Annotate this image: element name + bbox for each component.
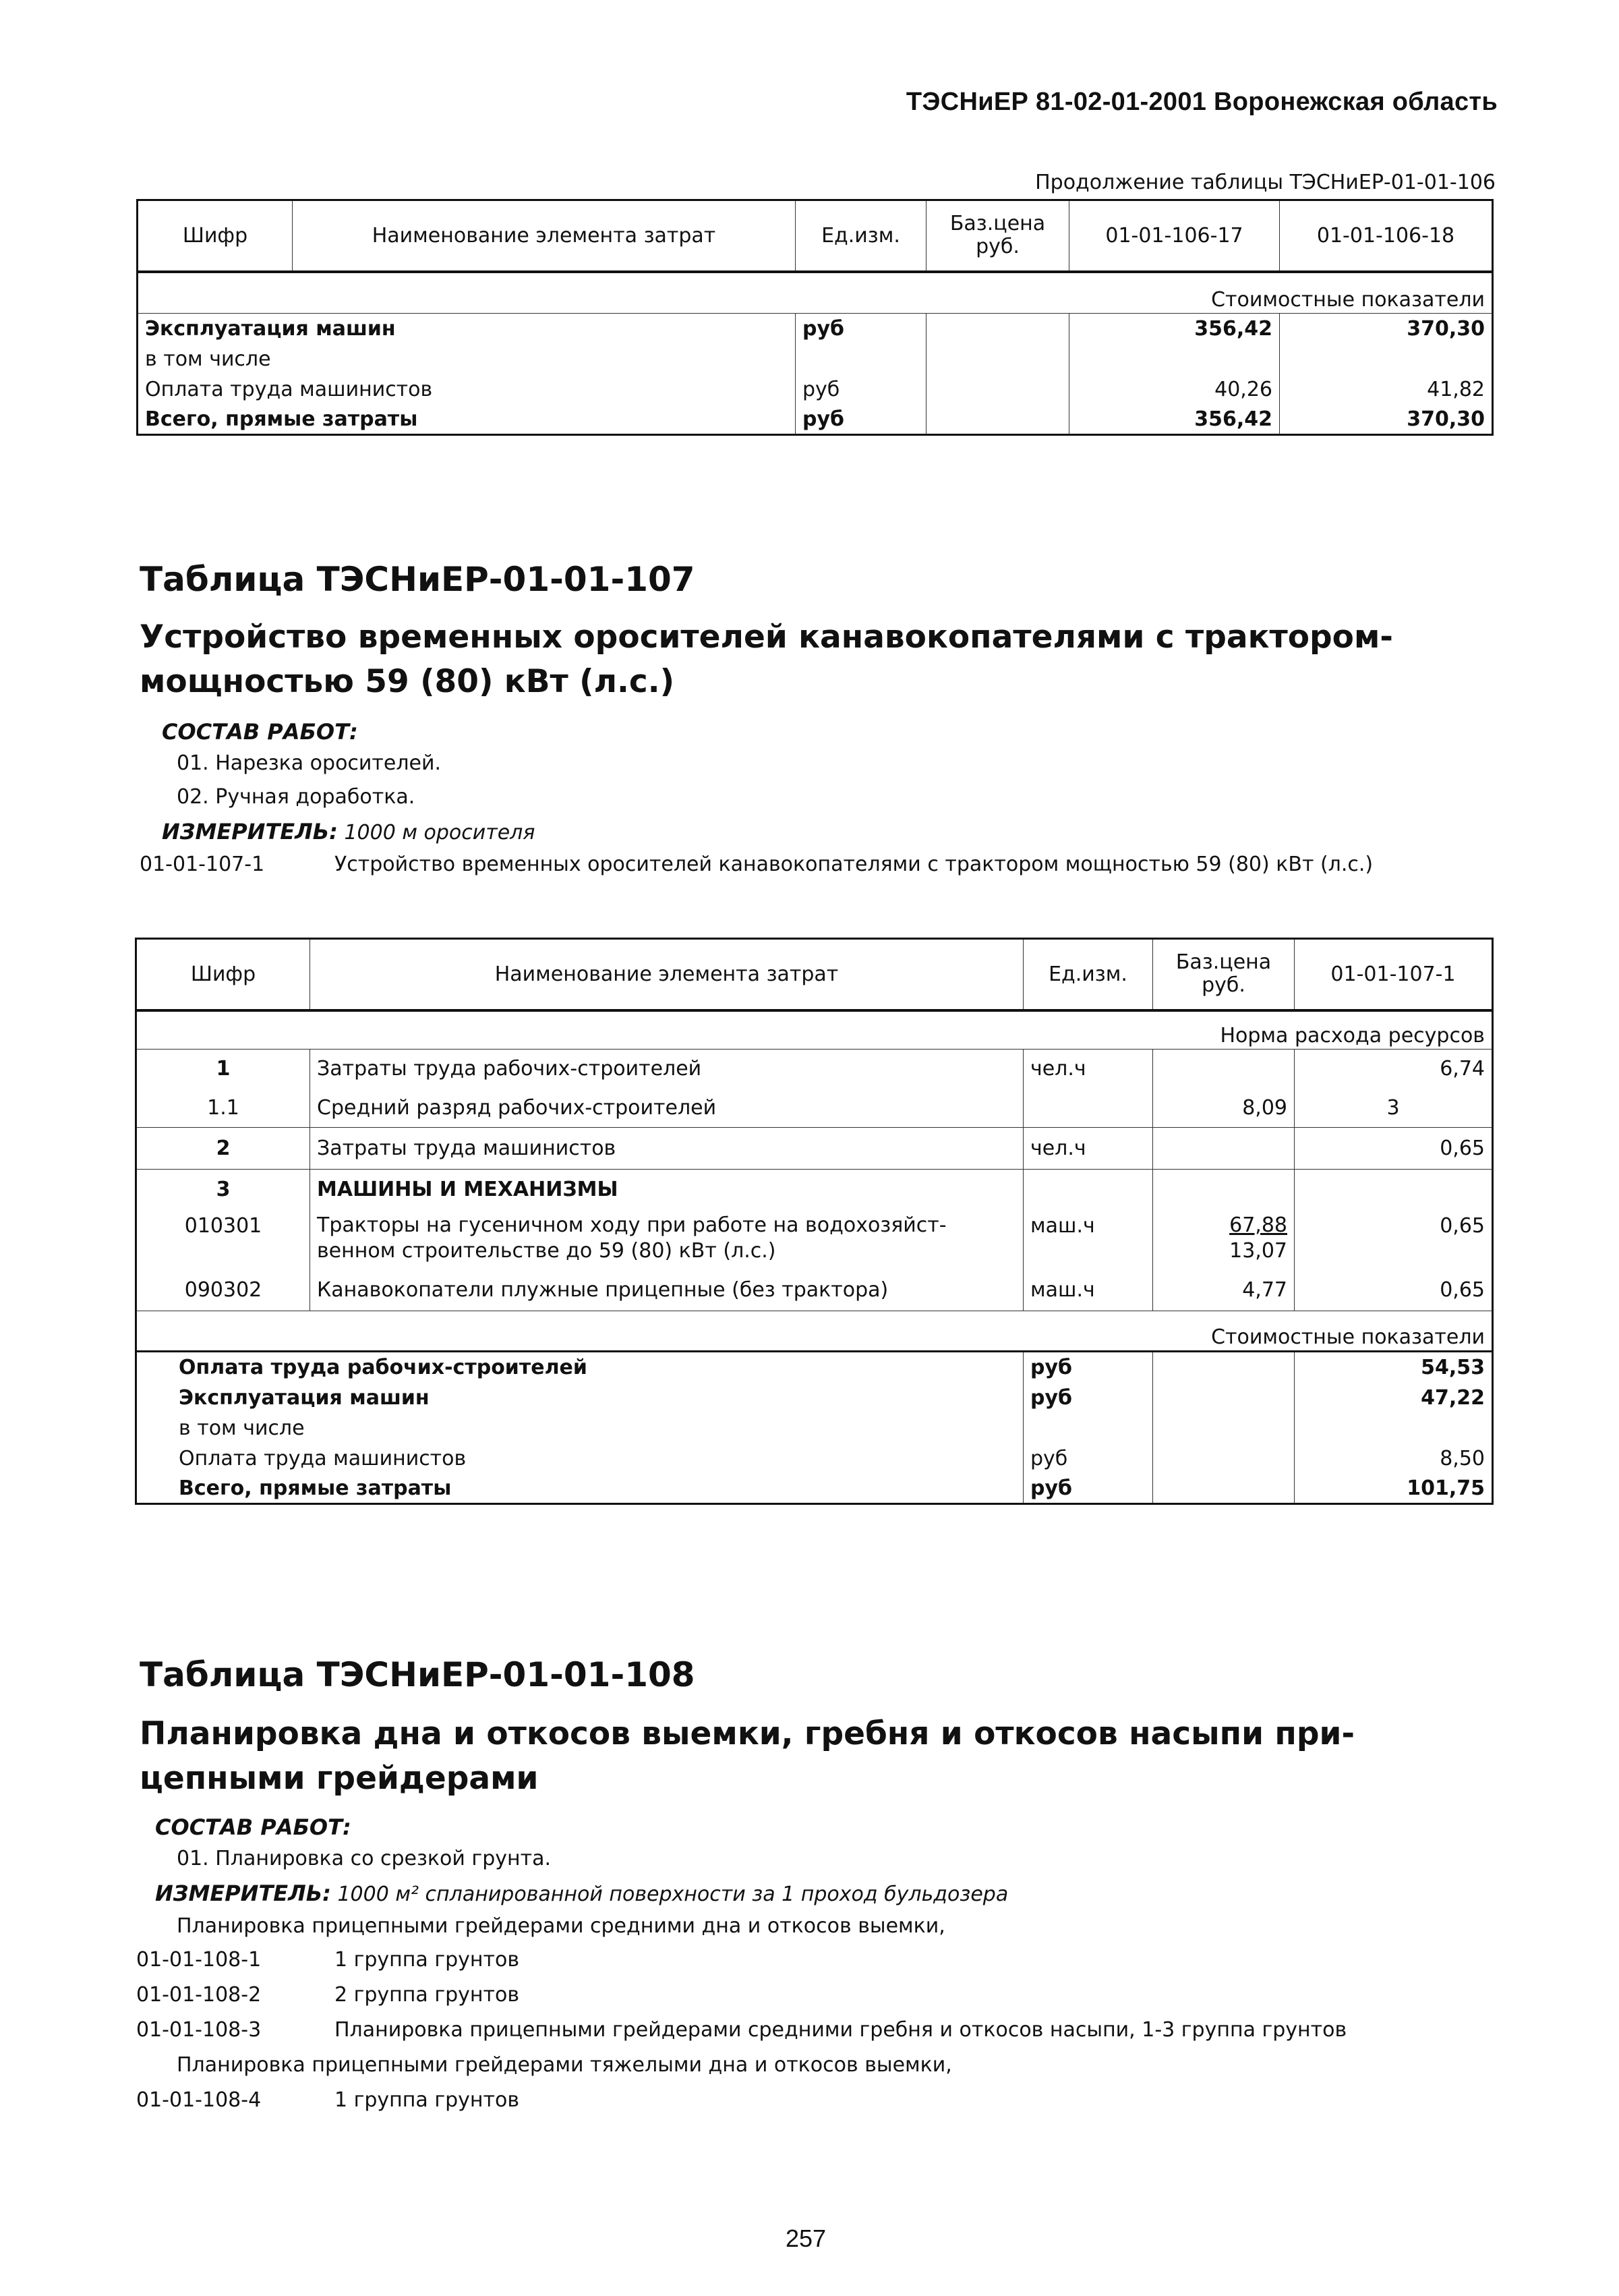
work-title-108-line2: цепными грейдерами bbox=[140, 1760, 539, 1797]
code-108-2: 01-01-108-2 bbox=[136, 1983, 262, 2007]
code-108-2-description: 2 группа грунтов bbox=[334, 1983, 520, 2007]
composition-label-108: СОСТАВ РАБОТ: bbox=[155, 1814, 351, 1840]
col-header-base-price: Баз.цена руб. bbox=[1153, 939, 1295, 1010]
meter-line-108 bbox=[155, 1881, 1008, 1906]
code-108-4: 01-01-108-4 bbox=[136, 2088, 262, 2112]
table-row: Оплата труда рабочих-строителей руб 54,53 bbox=[136, 1352, 1493, 1383]
code-108-3: 01-01-108-3 bbox=[136, 2018, 262, 2042]
price-line2: 13,07 bbox=[1229, 1238, 1287, 1263]
meter-value: 1000 м оросителя bbox=[344, 821, 535, 844]
list-item: 01. Нарезка оросителей. bbox=[177, 751, 442, 775]
code-108-4-description: 1 группа грунтов bbox=[334, 2088, 520, 2112]
cost-table-106 bbox=[136, 199, 1494, 436]
table-row: 010301 Тракторы на гусеничном ходу при работе на водохозяйст- венном строительстве до 59 (80) кВт (л.с.) маш.ч 67,88 13,07 0,65 bbox=[136, 1210, 1493, 1269]
section-resource-norms: Норма расхода ресурсов bbox=[1220, 1024, 1485, 1047]
resource-table-107 bbox=[135, 938, 1494, 1505]
table-title-107: Таблица ТЭСНиЕР-01-01-107 bbox=[140, 560, 695, 599]
table-row: Всего, прямые затраты руб 101,75 bbox=[136, 1474, 1493, 1504]
meter-line-107 bbox=[162, 819, 535, 844]
code-108-1: 01-01-108-1 bbox=[136, 1948, 262, 1972]
code-107-1-description: Устройство временных оросителей канавокопателями с трактором мощностью 59 (80) кВт (л.с.) bbox=[334, 853, 1374, 876]
table-row: 090302 Канавокопатели плужные прицепные (без трактора) маш.ч 4,77 0,65 bbox=[136, 1269, 1493, 1311]
row-name-line1: Тракторы на гусеничном ходу при работе на водохозяйст- bbox=[317, 1213, 947, 1237]
col-header-106-18: 01-01-106-18 bbox=[1316, 223, 1455, 248]
group-title-2: Планировка прицепными грейдерами тяжелыми дна и откосов выемки, bbox=[177, 2053, 952, 2077]
page-number: 257 bbox=[786, 2225, 827, 2252]
list-item: 02. Ручная доработка. bbox=[177, 785, 415, 809]
section-cost-indicators: Стоимостные показатели bbox=[1211, 288, 1485, 312]
col-header-name: Наименование элемента затрат bbox=[310, 939, 1024, 1010]
code-107-1: 01-01-107-1 bbox=[140, 853, 265, 876]
work-title-108-line1: Планировка дна и откосов выемки, гребня и откосов насыпи при- bbox=[140, 1715, 1355, 1752]
col-header-code: Шифр bbox=[136, 939, 310, 1010]
table-row: Всего, прямые затраты руб 356,42 370,30 bbox=[138, 405, 1493, 435]
col-header-107-1: 01-01-107-1 bbox=[1330, 962, 1456, 986]
table-row: 2 Затраты труда машинистов чел.ч 0,65 bbox=[136, 1128, 1493, 1170]
meter-label: ИЗМЕРИТЕЛЬ: bbox=[162, 819, 338, 844]
table-row: в том числе bbox=[138, 345, 1493, 374]
running-header: ТЭСНиЕР 81-02-01-2001 Воронежская область bbox=[906, 88, 1498, 116]
price-line1: 67,88 bbox=[1229, 1213, 1287, 1237]
table-row: Оплата труда машинистов руб 8,50 bbox=[136, 1443, 1493, 1474]
code-108-1-description: 1 группа грунтов bbox=[334, 1948, 520, 1972]
table-row: 3 МАШИНЫ И МЕХАНИЗМЫ bbox=[136, 1170, 1493, 1210]
table-continuation-caption: Продолжение таблицы ТЭСНиЕР-01-01-106 bbox=[1035, 171, 1496, 194]
table-row: 1.1 Средний разряд рабочих-строителей 8,09 3 bbox=[136, 1089, 1493, 1128]
section-cost-indicators: Стоимостные показатели bbox=[1211, 1325, 1485, 1349]
table-row: Эксплуатация машин руб 47,22 bbox=[136, 1383, 1493, 1414]
table-title-108: Таблица ТЭСНиЕР-01-01-108 bbox=[140, 1655, 695, 1694]
table-row: 1 Затраты труда рабочих-строителей чел.ч 6,74 bbox=[136, 1050, 1493, 1089]
table-row: Оплата труда машинистов руб 40,26 41,82 bbox=[138, 374, 1493, 405]
work-title-107-line2: мощностью 59 (80) кВт (л.с.) bbox=[140, 663, 675, 700]
col-header-name: Наименование элемента затрат bbox=[293, 200, 796, 272]
composition-label-107: СОСТАВ РАБОТ: bbox=[162, 719, 358, 745]
group-title-1: Планировка прицепными грейдерами средними дна и откосов выемки, bbox=[177, 1914, 945, 1938]
work-title-107-line1: Устройство временных оросителей канавокопателями с трактором- bbox=[140, 619, 1393, 656]
col-header-unit: Ед.изм. bbox=[1024, 939, 1153, 1010]
meter-value: 1000 м² спланированной поверхности за 1 проход бульдозера bbox=[337, 1883, 1009, 1906]
code-108-3-description: Планировка прицепными грейдерами средними гребня и откосов насыпи, 1-3 группа грунтов bbox=[334, 2018, 1347, 2042]
row-name-line2: венном строительстве до 59 (80) кВт (л.с.) bbox=[317, 1238, 776, 1263]
meter-label: ИЗМЕРИТЕЛЬ: bbox=[155, 1881, 331, 1906]
list-item: 01. Планировка со срезкой грунта. bbox=[177, 1847, 551, 1870]
table-row: Эксплуатация машин руб 356,42 370,30 bbox=[138, 314, 1493, 345]
col-header-code: Шифр bbox=[138, 200, 293, 272]
col-header-base-price: Баз.цена руб. bbox=[926, 200, 1069, 272]
col-header-106-17: 01-01-106-17 bbox=[1069, 200, 1280, 272]
table-row: в том числе bbox=[136, 1414, 1493, 1443]
col-header-unit: Ед.изм. bbox=[796, 200, 926, 272]
